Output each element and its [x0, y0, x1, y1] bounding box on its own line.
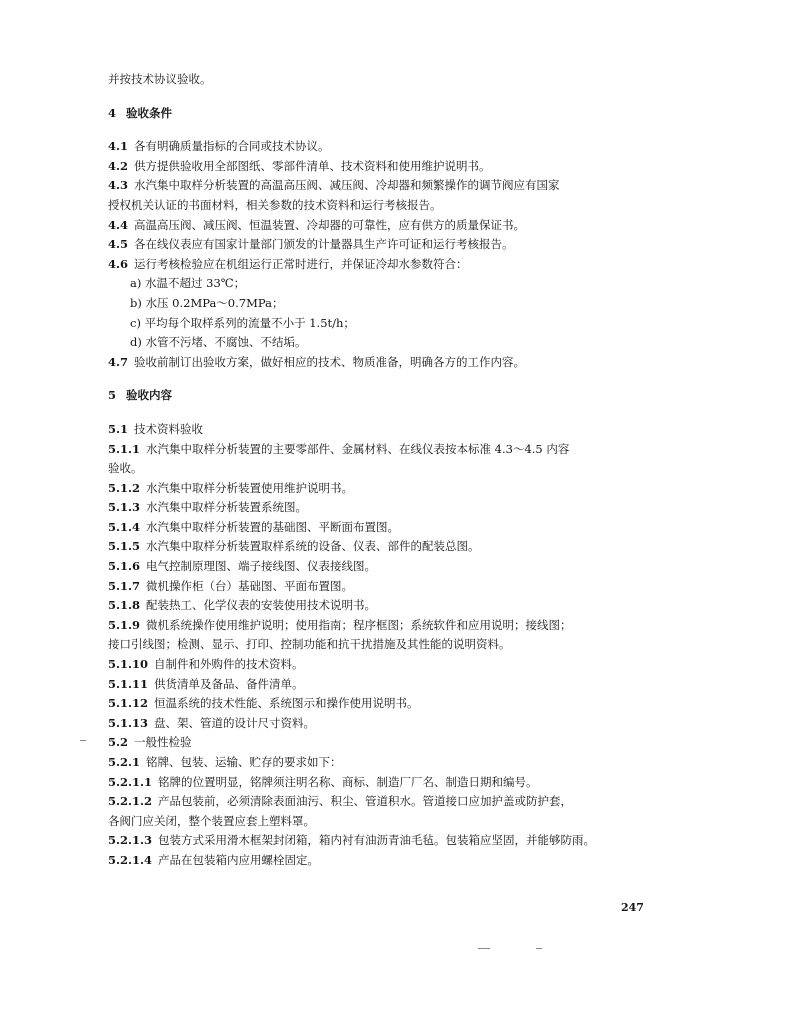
- clause-text: 高温高压阀、减压阀、恒温装置、冷却器的可靠性，应有供方的质量保证书。: [134, 217, 526, 232]
- clause-number: 5.1.7: [108, 578, 141, 593]
- clause-number: 5.1.1: [108, 441, 141, 456]
- clause-text: 铭牌的位置明显，铭牌须注明名称、商标、制造厂厂名、制造日期和编号。: [158, 774, 538, 789]
- clause-4-1: [108, 137, 668, 157]
- clause-text: 水汽集中取样分析装置系统图。: [146, 500, 308, 515]
- clause-text: 微机操作柜（台）基础图、平面布置图。: [146, 578, 354, 593]
- clause-text: 恒温系统的技术性能、系统图示和操作使用说明书。: [154, 696, 419, 711]
- section-number: 5: [108, 388, 117, 403]
- clause-number: 4.2: [108, 158, 129, 173]
- clause-number: 5.1.11: [108, 676, 149, 691]
- clause-text: 水汽集中取样分析装置的高温高压阀、减压阀、冷却器和频繁操作的调节阀应有国家: [134, 178, 560, 193]
- clause-5-2-1: [108, 753, 668, 773]
- scan-artifact: [478, 948, 490, 949]
- clause-number: 4.4: [108, 217, 129, 232]
- section-number: 4: [108, 105, 117, 120]
- clause-text: 供方提供验收用全部图纸、零部件清单、技术资料和使用维护说明书。: [134, 158, 491, 173]
- clause-number: 5.2: [108, 735, 129, 750]
- clause-4-4: [108, 216, 668, 236]
- clause-number: 5.1.13: [108, 715, 149, 730]
- clause-text: 水汽集中取样分析装置使用维护说明书。: [146, 480, 354, 495]
- clause-text: 产品包装前，必须清除表面油污、积尘、管道积水。管道接口应加护盖或防护套，: [158, 794, 573, 809]
- clause-5-1-12: [108, 694, 668, 714]
- clause-number: 4.7: [108, 354, 129, 369]
- clause-5-1-6: [108, 557, 668, 577]
- clause-5-2-1-1: [108, 773, 668, 793]
- clause-5-1-4: [108, 518, 668, 538]
- section-title: 验收内容: [126, 388, 173, 403]
- clause-number: 4.1: [108, 139, 129, 154]
- clause-5-1-11: [108, 675, 668, 695]
- clause-number: 5.1.9: [108, 617, 141, 632]
- clause-number: 4.3: [108, 178, 129, 193]
- clause-5-1-5: [108, 537, 668, 557]
- clause-text: 各在线仪表应有国家计量部门颁发的计量器具生产许可证和运行考核报告。: [134, 237, 514, 252]
- clause-number: 5.2.1.3: [108, 833, 153, 848]
- document-body: [108, 70, 668, 871]
- clause-number: 4.6: [108, 256, 129, 271]
- clause-text: 运行考核检验应在机组运行正常时进行，并保证冷却水参数符合：: [134, 256, 468, 271]
- clause-5-1-7: [108, 577, 668, 597]
- clause-4-7: [108, 353, 668, 373]
- clause-4-6: [108, 255, 668, 275]
- clause-text: 产品在包装箱内应用螺栓固定。: [158, 852, 320, 867]
- clause-number: 5.1.12: [108, 696, 149, 711]
- clause-text: 技术资料验收: [134, 421, 204, 436]
- sub-item-d: d) 水管不污堵、不腐蚀、不结垢。: [130, 335, 307, 350]
- clause-number: 5.1.5: [108, 539, 141, 554]
- clause-text: 验收前制订出验收方案，做好相应的技术、物质准备，明确各方的工作内容。: [134, 354, 526, 369]
- clause-4-5: [108, 235, 668, 255]
- clause-5-2-1-2: [108, 792, 668, 812]
- clause-text: 水汽集中取样分析装置的主要零部件、金属材料、在线仪表按本标准 4.3～4.5 内容: [146, 441, 570, 456]
- section-title: 验收条件: [126, 105, 173, 120]
- sub-item-b: b) 水压 0.2MPa～0.7MPa；: [130, 295, 284, 310]
- clause-number: 5.2.1.2: [108, 794, 153, 809]
- section-5-heading: [108, 386, 668, 406]
- clause-number: 5.1.4: [108, 519, 141, 534]
- clause-5-1-9: [108, 616, 668, 636]
- clause-5-1-3: [108, 498, 668, 518]
- clause-text: 各有明确质量指标的合同或技术协议。: [134, 139, 330, 154]
- sub-item-a: a) 水温不超过 33℃；: [130, 276, 246, 291]
- clause-5-1-2: [108, 479, 668, 499]
- clause-5-2-1-4: [108, 851, 668, 871]
- clause-number: 5.1.3: [108, 500, 141, 515]
- clause-text: 微机系统操作使用维护说明；使用指南；程序框图；系统软件和应用说明；接线图；: [146, 617, 572, 632]
- clause-number: 5.1.2: [108, 480, 141, 495]
- scan-artifact: [80, 740, 86, 741]
- clause-number: 5.1: [108, 421, 129, 436]
- clause-5-1: [108, 420, 668, 440]
- clause-5-2: [108, 733, 668, 753]
- clause-4-3: [108, 176, 668, 196]
- clause-5-1-1-continued: 验收。: [108, 461, 143, 476]
- clause-text: 盘、架、管道的设计尺寸资料。: [154, 715, 316, 730]
- clause-5-1-1: [108, 440, 668, 460]
- clause-5-2-1-2-continued: 各阀门应关闭，整个装置应套上塑料罩。: [108, 813, 315, 828]
- clause-number: 5.1.8: [108, 598, 141, 613]
- intro-line: 并按技术协议验收。: [108, 72, 212, 86]
- clause-5-1-9-continued: 接口引线图；检测、显示、打印、控制功能和抗干扰措施及其性能的说明资料。: [108, 637, 511, 652]
- clause-text: 一般性检验: [134, 735, 192, 750]
- clause-number: 5.2.1.4: [108, 852, 153, 867]
- clause-number: 4.5: [108, 237, 129, 252]
- clause-text: 配装热工、化学仪表的安装使用技术说明书。: [146, 598, 377, 613]
- clause-text: 供货清单及备品、备件清单。: [154, 676, 304, 691]
- clause-5-2-1-3: [108, 831, 668, 851]
- clause-text: 铭牌、包装、运输、贮存的要求如下：: [146, 755, 342, 769]
- clause-number: 5.1.6: [108, 559, 141, 574]
- clause-text: 自制件和外购件的技术资料。: [154, 657, 304, 672]
- clause-5-1-10: [108, 655, 668, 675]
- clause-text: 水汽集中取样分析装置取样系统的设备、仪表、部件的配装总图。: [146, 539, 480, 554]
- clause-number: 5.2.1.1: [108, 774, 153, 789]
- page-number: 247: [621, 901, 644, 914]
- sub-item-c: c) 平均每个取样系列的流量不小于 1.5t/h；: [130, 315, 355, 330]
- clause-text: 包装方式采用滑木框架封闭箱，箱内衬有油沥青油毛毡。包装箱应坚固，并能够防雨。: [158, 833, 596, 848]
- clause-number: 5.2.1: [108, 755, 141, 769]
- clause-5-1-8: [108, 596, 668, 616]
- clause-4-2: [108, 157, 668, 177]
- clause-5-1-13: [108, 714, 668, 734]
- clause-text: 水汽集中取样分析装置的基础图、平断面布置图。: [146, 519, 400, 534]
- scan-artifact: [536, 948, 542, 949]
- clause-text: 电气控制原理图、端子接线图、仪表接线图。: [146, 559, 377, 574]
- clause-4-3-continued: 授权机关认证的书面材料，相关参数的技术资料和运行考核报告。: [108, 197, 442, 212]
- section-4-heading: [108, 104, 668, 124]
- clause-number: 5.1.10: [108, 657, 149, 672]
